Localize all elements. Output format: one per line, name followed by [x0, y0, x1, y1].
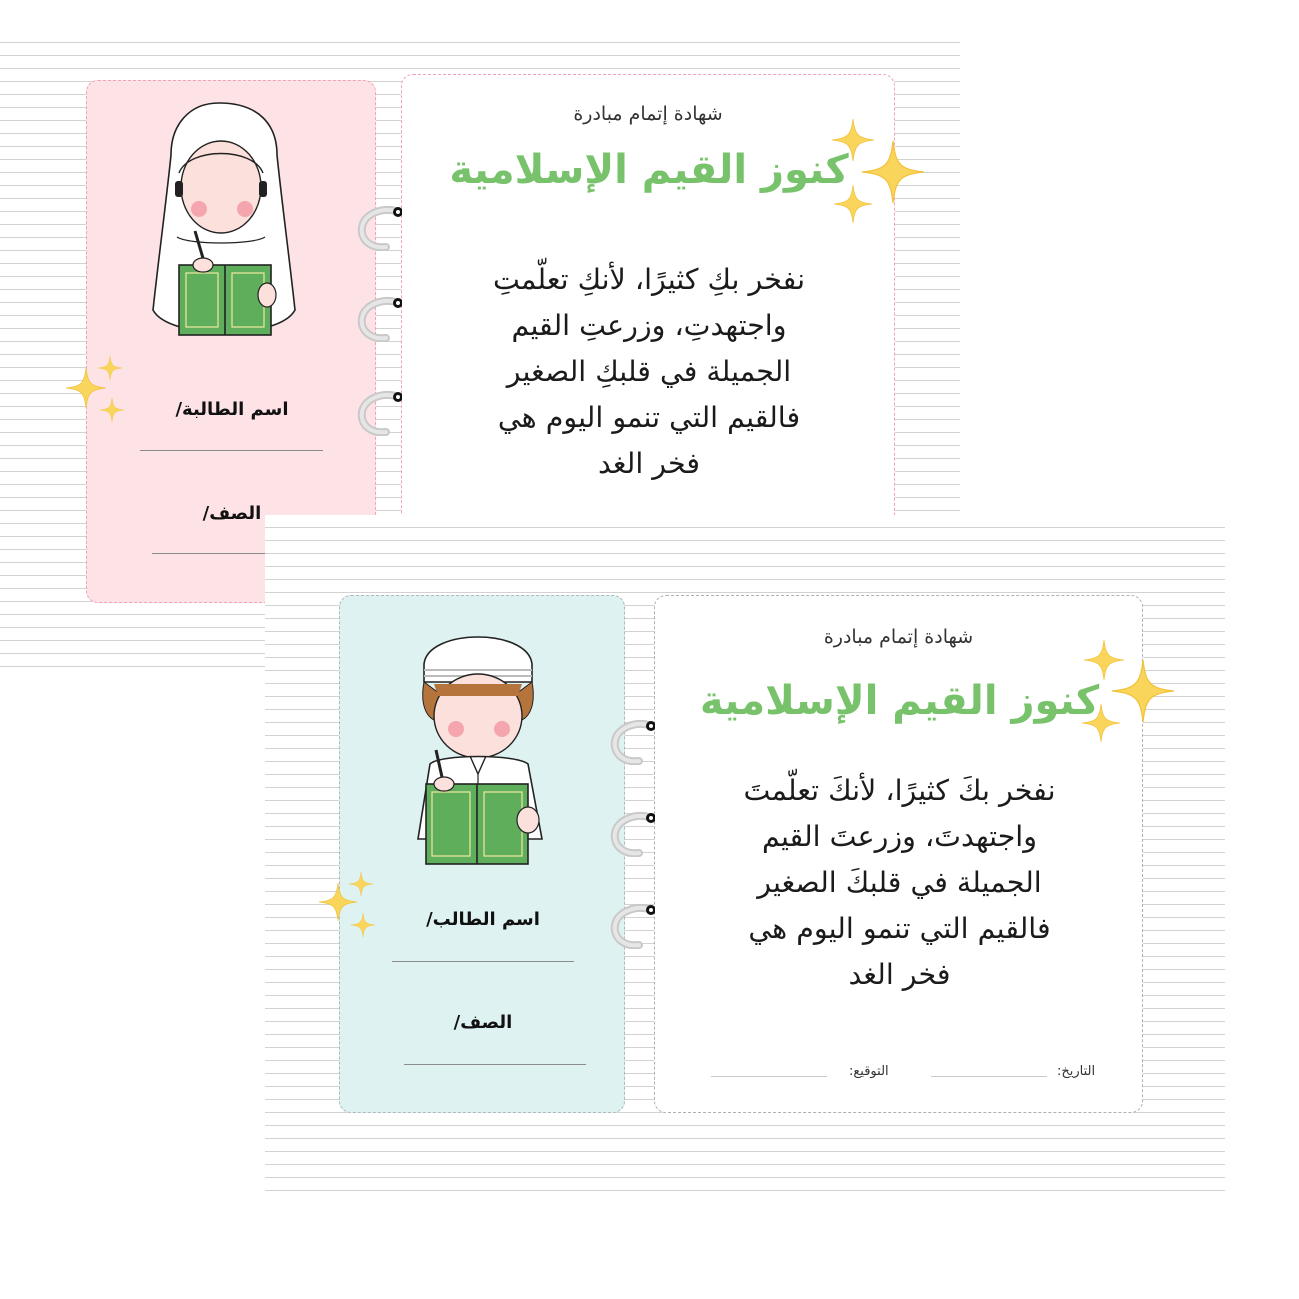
- class-line[interactable]: [404, 1064, 586, 1065]
- student-name-label: اسم الطالب/: [426, 909, 540, 930]
- sparkle-icon: [1082, 637, 1174, 745]
- boy-reading-quran-icon: [410, 624, 560, 874]
- binder-ring-icon: [356, 205, 402, 251]
- student-name-line[interactable]: [140, 450, 323, 451]
- student-name-label: اسم الطالبة/: [175, 399, 289, 420]
- certificate-title: كنوز القيم الإسلامية: [449, 147, 849, 193]
- boy-side-panel: [339, 595, 625, 1113]
- binder-ring-icon: [609, 811, 655, 857]
- certificate-body-text: نفخر بكِ كثيرًا، لأنكِ تعلّمتِ واجتهدتِ، وزرعتِ القيم الجميلة في قلبكِ الصغير فالقيم التي تنمو اليوم هي فخر الغد: [492, 263, 806, 480]
- binder-ring-icon: [356, 296, 402, 342]
- binder-ring-icon: [609, 719, 655, 765]
- sparkle-icon: [319, 867, 381, 943]
- certificate-body-text: نفخر بكَ كثيرًا، لأنكَ تعلّمتَ واجتهدتَ، وزرعتَ القيم الجميلة في قلبكَ الصغير فالقيم التي تنمو اليوم هي فخر الغد: [743, 774, 1056, 991]
- signature-label: التوقيع:: [849, 1064, 889, 1079]
- certificate-subtitle: شهادة إتمام مبادرة: [823, 626, 974, 648]
- certificate-title: كنوز القيم الإسلامية: [699, 678, 1100, 724]
- date-line[interactable]: [931, 1076, 1047, 1077]
- binder-ring-icon: [609, 903, 655, 949]
- class-label: الصف/: [202, 503, 262, 524]
- boy-main-panel: [654, 595, 1143, 1113]
- student-name-line[interactable]: [392, 961, 574, 962]
- class-label: الصف/: [453, 1012, 513, 1033]
- binder-ring-icon: [356, 390, 402, 436]
- certificate-subtitle: شهادة إتمام مبادرة: [573, 103, 723, 125]
- sparkle-icon: [66, 350, 131, 430]
- signature-line[interactable]: [711, 1076, 827, 1077]
- girl-reading-quran-icon: [149, 95, 299, 345]
- sparkle-icon: [832, 116, 924, 226]
- date-label: التاريخ:: [1057, 1064, 1096, 1079]
